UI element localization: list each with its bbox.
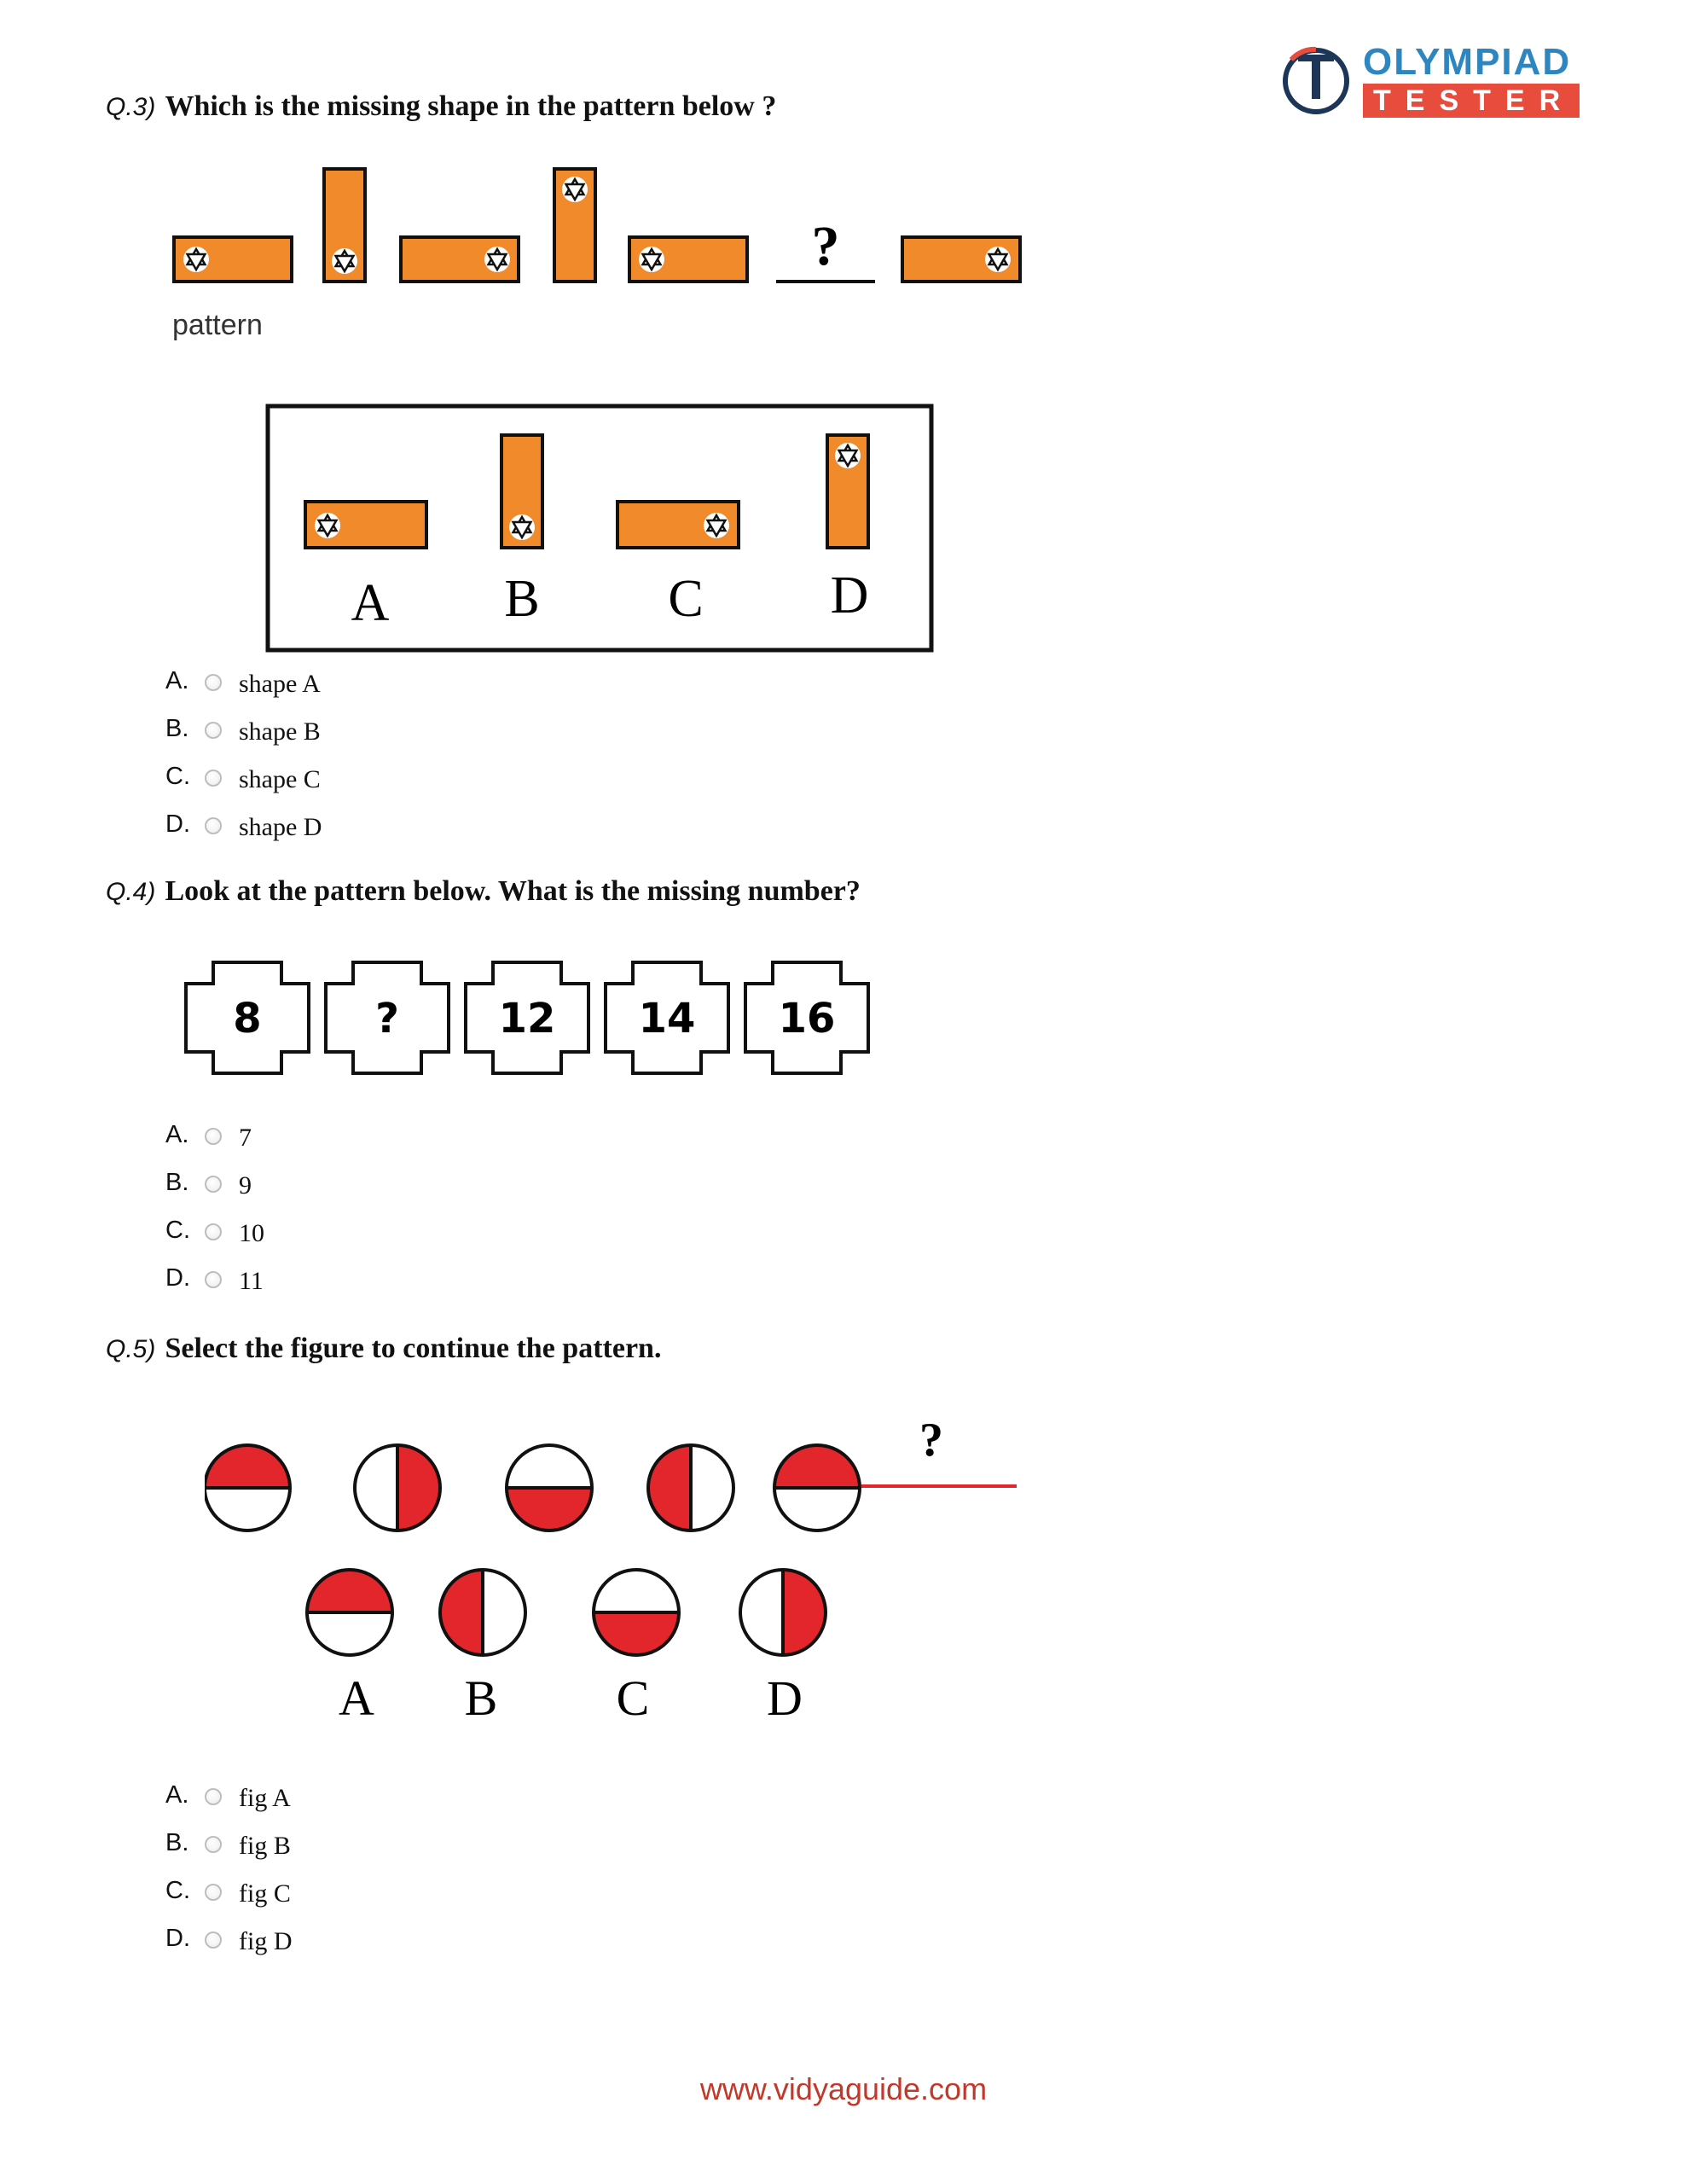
svg-text:?: ? [375,995,399,1043]
question-5-prompt [106,1333,661,1365]
option-text: fig A [239,1784,291,1812]
option-letter: C. [165,762,190,790]
option-radio[interactable] [205,1788,222,1805]
option-a[interactable] [165,1118,252,1152]
choice-circle-b [440,1570,525,1655]
option-radio[interactable] [205,1271,222,1288]
pattern-shape-2 [324,169,365,282]
choice-shape-d [827,435,868,548]
choice-label-c: C [616,1670,650,1726]
star-of-david-icon [183,247,209,272]
choice-circle-d [740,1570,826,1655]
question-4-figure [179,956,878,1083]
sequence-circle-3 [507,1445,592,1531]
sequence-missing-slot [861,1414,1017,1486]
star-of-david-icon [484,247,510,272]
option-c[interactable] [165,1873,291,1908]
option-radio[interactable] [205,1884,222,1901]
question-text: Select the figure to continue the pattern. [165,1333,662,1364]
option-a[interactable] [165,1778,291,1812]
option-letter: A. [165,666,189,694]
option-radio[interactable] [205,770,222,787]
question-3-figure [162,154,1058,665]
star-of-david-icon [315,513,340,538]
number-cell-3 [466,962,588,1073]
sequence-circle-2 [355,1445,440,1531]
question-5-figure [205,1399,1058,1740]
option-text: fig C [239,1879,291,1908]
pattern-shape-7 [902,237,1020,282]
option-text: fig D [239,1927,293,1955]
star-of-david-icon [332,248,357,274]
pattern-shape-4 [554,169,595,282]
pattern-shape-5 [629,237,747,282]
number-cell-2 [326,962,449,1073]
star-of-david-icon [985,247,1011,272]
option-b[interactable] [165,1826,291,1860]
question-text: Look at the pattern below. What is the missing number? [165,875,861,907]
option-c[interactable] [165,1213,264,1247]
option-d[interactable] [165,807,322,841]
option-c[interactable] [165,759,321,793]
option-radio[interactable] [205,722,222,739]
option-radio[interactable] [205,1128,222,1145]
choice-label-d: D [767,1670,803,1726]
option-radio[interactable] [205,1176,222,1193]
option-radio[interactable] [205,1931,222,1949]
option-text: shape D [239,813,322,841]
option-text: fig B [239,1832,291,1860]
option-letter: B. [165,1828,189,1856]
pattern-missing-slot [776,215,875,282]
footer-website: www.vidyaguide.com [699,2071,988,2106]
choice-label-b: B [464,1670,498,1726]
star-of-david-icon [835,443,861,468]
star-of-david-icon [704,513,729,538]
option-radio[interactable] [205,1836,222,1853]
choice-circle-a [307,1570,392,1655]
option-b[interactable] [165,1165,252,1199]
star-of-david-icon [509,514,535,540]
option-text: shape B [239,717,321,746]
option-radio[interactable] [205,674,222,691]
olympiad-tester-logo-icon [1279,43,1353,116]
option-letter: B. [165,1168,189,1196]
option-d[interactable] [165,1921,293,1955]
number-cell-4 [606,962,728,1073]
svg-text:8: 8 [233,995,262,1043]
option-text: shape C [239,765,321,793]
choice-label-c: C [668,570,704,628]
choice-circle-c [594,1570,679,1655]
logo-line-2: TESTER [1363,84,1580,118]
option-radio[interactable] [205,1223,222,1240]
svg-text:16: 16 [778,995,836,1043]
option-text: 9 [239,1171,252,1199]
missing-mark: ? [919,1414,943,1467]
option-letter: A. [165,1780,189,1809]
option-letter: C. [165,1876,190,1904]
star-of-david-icon [562,177,588,202]
choice-label-d: D [830,566,869,624]
option-letter: D. [165,810,190,838]
logo-line-1: OLYMPIAD [1363,41,1572,83]
question-4-prompt [106,875,861,908]
number-cell-1 [186,962,309,1073]
pattern-shape-1 [174,237,292,282]
star-of-david-icon [639,247,664,272]
option-text: shape A [239,670,321,698]
option-letter: C. [165,1216,190,1244]
option-a[interactable] [165,664,321,698]
choice-shape-b [501,435,542,548]
sequence-circle-5 [774,1445,860,1531]
sequence-circle-1 [205,1445,290,1531]
option-text: 7 [239,1124,252,1152]
choice-label-a: A [351,574,390,632]
option-letter: D. [165,1924,190,1952]
choice-label-a: A [339,1670,374,1726]
svg-text:12: 12 [498,995,556,1043]
svg-text:14: 14 [638,995,696,1043]
olympiad-tester-logo [1279,41,1586,119]
choice-label-b: B [504,570,540,628]
choice-shape-c [617,502,739,548]
option-text: 10 [239,1219,264,1247]
option-text: 11 [239,1267,264,1295]
pattern-caption: pattern [172,309,263,341]
missing-mark: ? [811,215,840,277]
option-d[interactable] [165,1261,264,1295]
sequence-circle-4 [648,1445,733,1531]
pattern-shape-3 [401,237,519,282]
option-radio[interactable] [205,817,222,834]
option-b[interactable] [165,712,321,746]
question-3-prompt [106,90,776,123]
question-number: Q.3) [106,93,156,121]
question-number: Q.4) [106,878,156,906]
option-letter: D. [165,1263,190,1292]
option-letter: A. [165,1120,189,1148]
question-number: Q.5) [106,1335,156,1363]
option-letter: B. [165,714,189,742]
number-cell-5 [745,962,868,1073]
choice-shape-a [305,502,426,548]
question-text: Which is the missing shape in the pattern below ? [165,90,777,122]
